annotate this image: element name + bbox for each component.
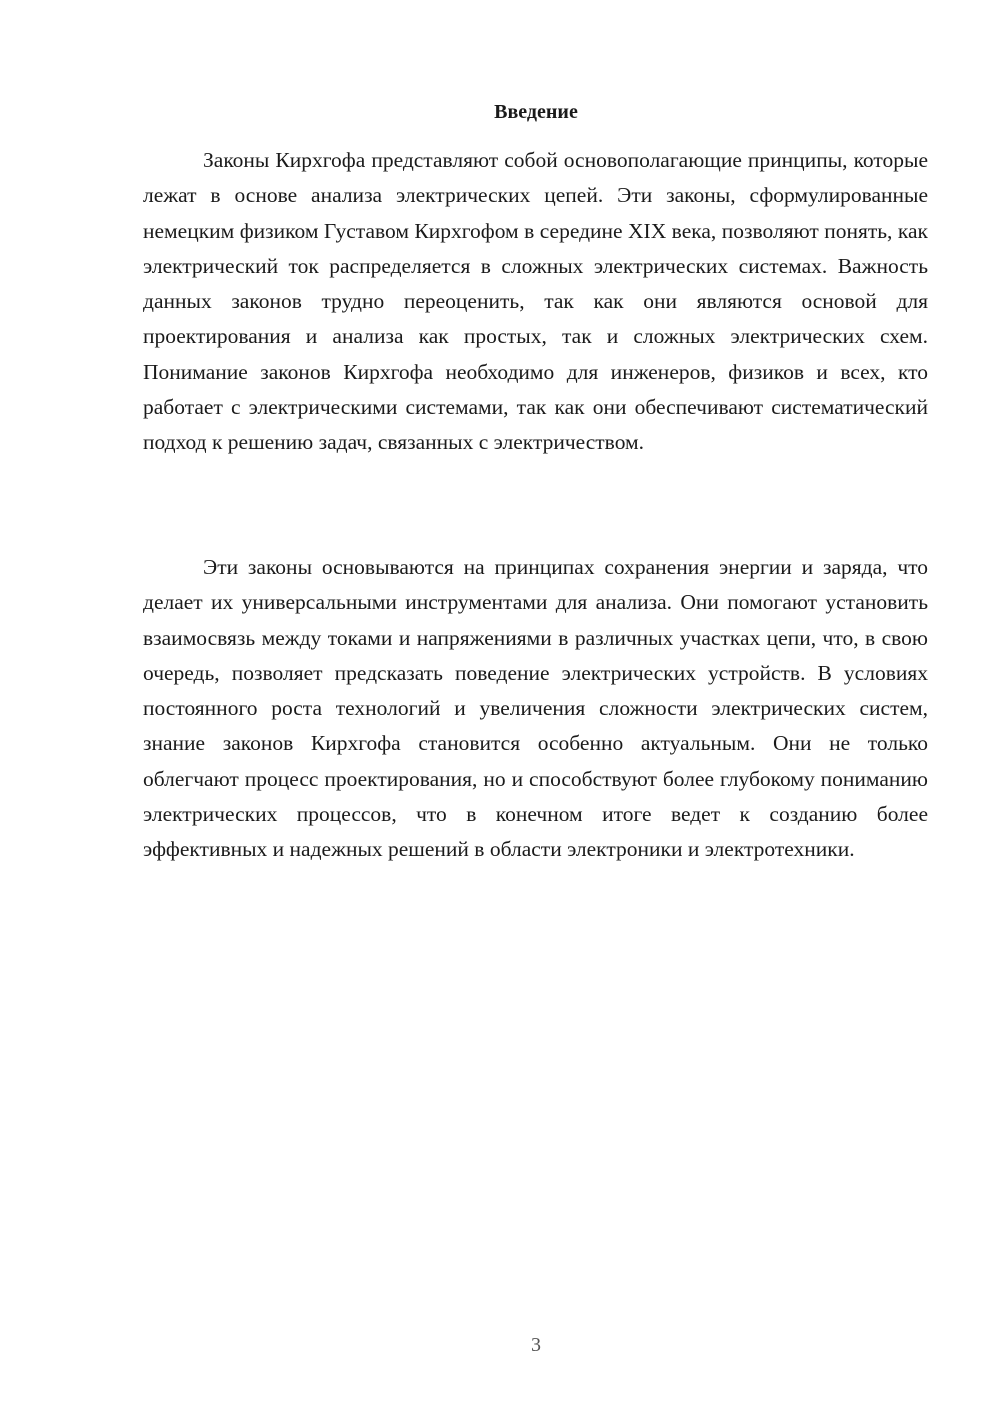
paragraph-block-2 — [143, 550, 928, 868]
section-title: Введение — [494, 101, 578, 123]
paragraph: Эти законы основываются на принципах сохранения энергии и заряда, что делает их универсальными инструментами для анализа. Они помогают установить взаимосвязь между токами и напряжениями в различных участках цепи, что, в свою очередь, позволяет предсказать поведение электрических устройств. В условиях постоянного роста технологий и увеличения сложности электрических систем, знание законов Кирхгофа становится особенно актуальным. Они не только облегчают процесс проектирования, но и способствуют более глубокому пониманию электрических процессов, что в конечном итоге ведет к созданию более эффективных и надежных решений в области электроники и электротехники. — [143, 555, 928, 862]
paragraph: Законы Кирхгофа представляют собой основополагающие принципы, которые лежат в основе анализа электрических цепей. Эти законы, сформулированные немецким физиком Густавом Кирхгофом в середине XIX века, позволяют понять, как электрический ток распределяется в сложных электрических системах. Важность данных законов трудно переоценить, так как они являются основой для проектирования и анализа как простых, так и сложных электрических схем. Понимание законов Кирхгофа необходимо для инженеров, физиков и всех, кто работает с электрическими системами, так как они обеспечивают систематический подход к решению задач, связанных с электричеством. — [143, 148, 928, 455]
page-number: 3 — [531, 1334, 541, 1356]
paragraph-block-1 — [143, 143, 928, 461]
